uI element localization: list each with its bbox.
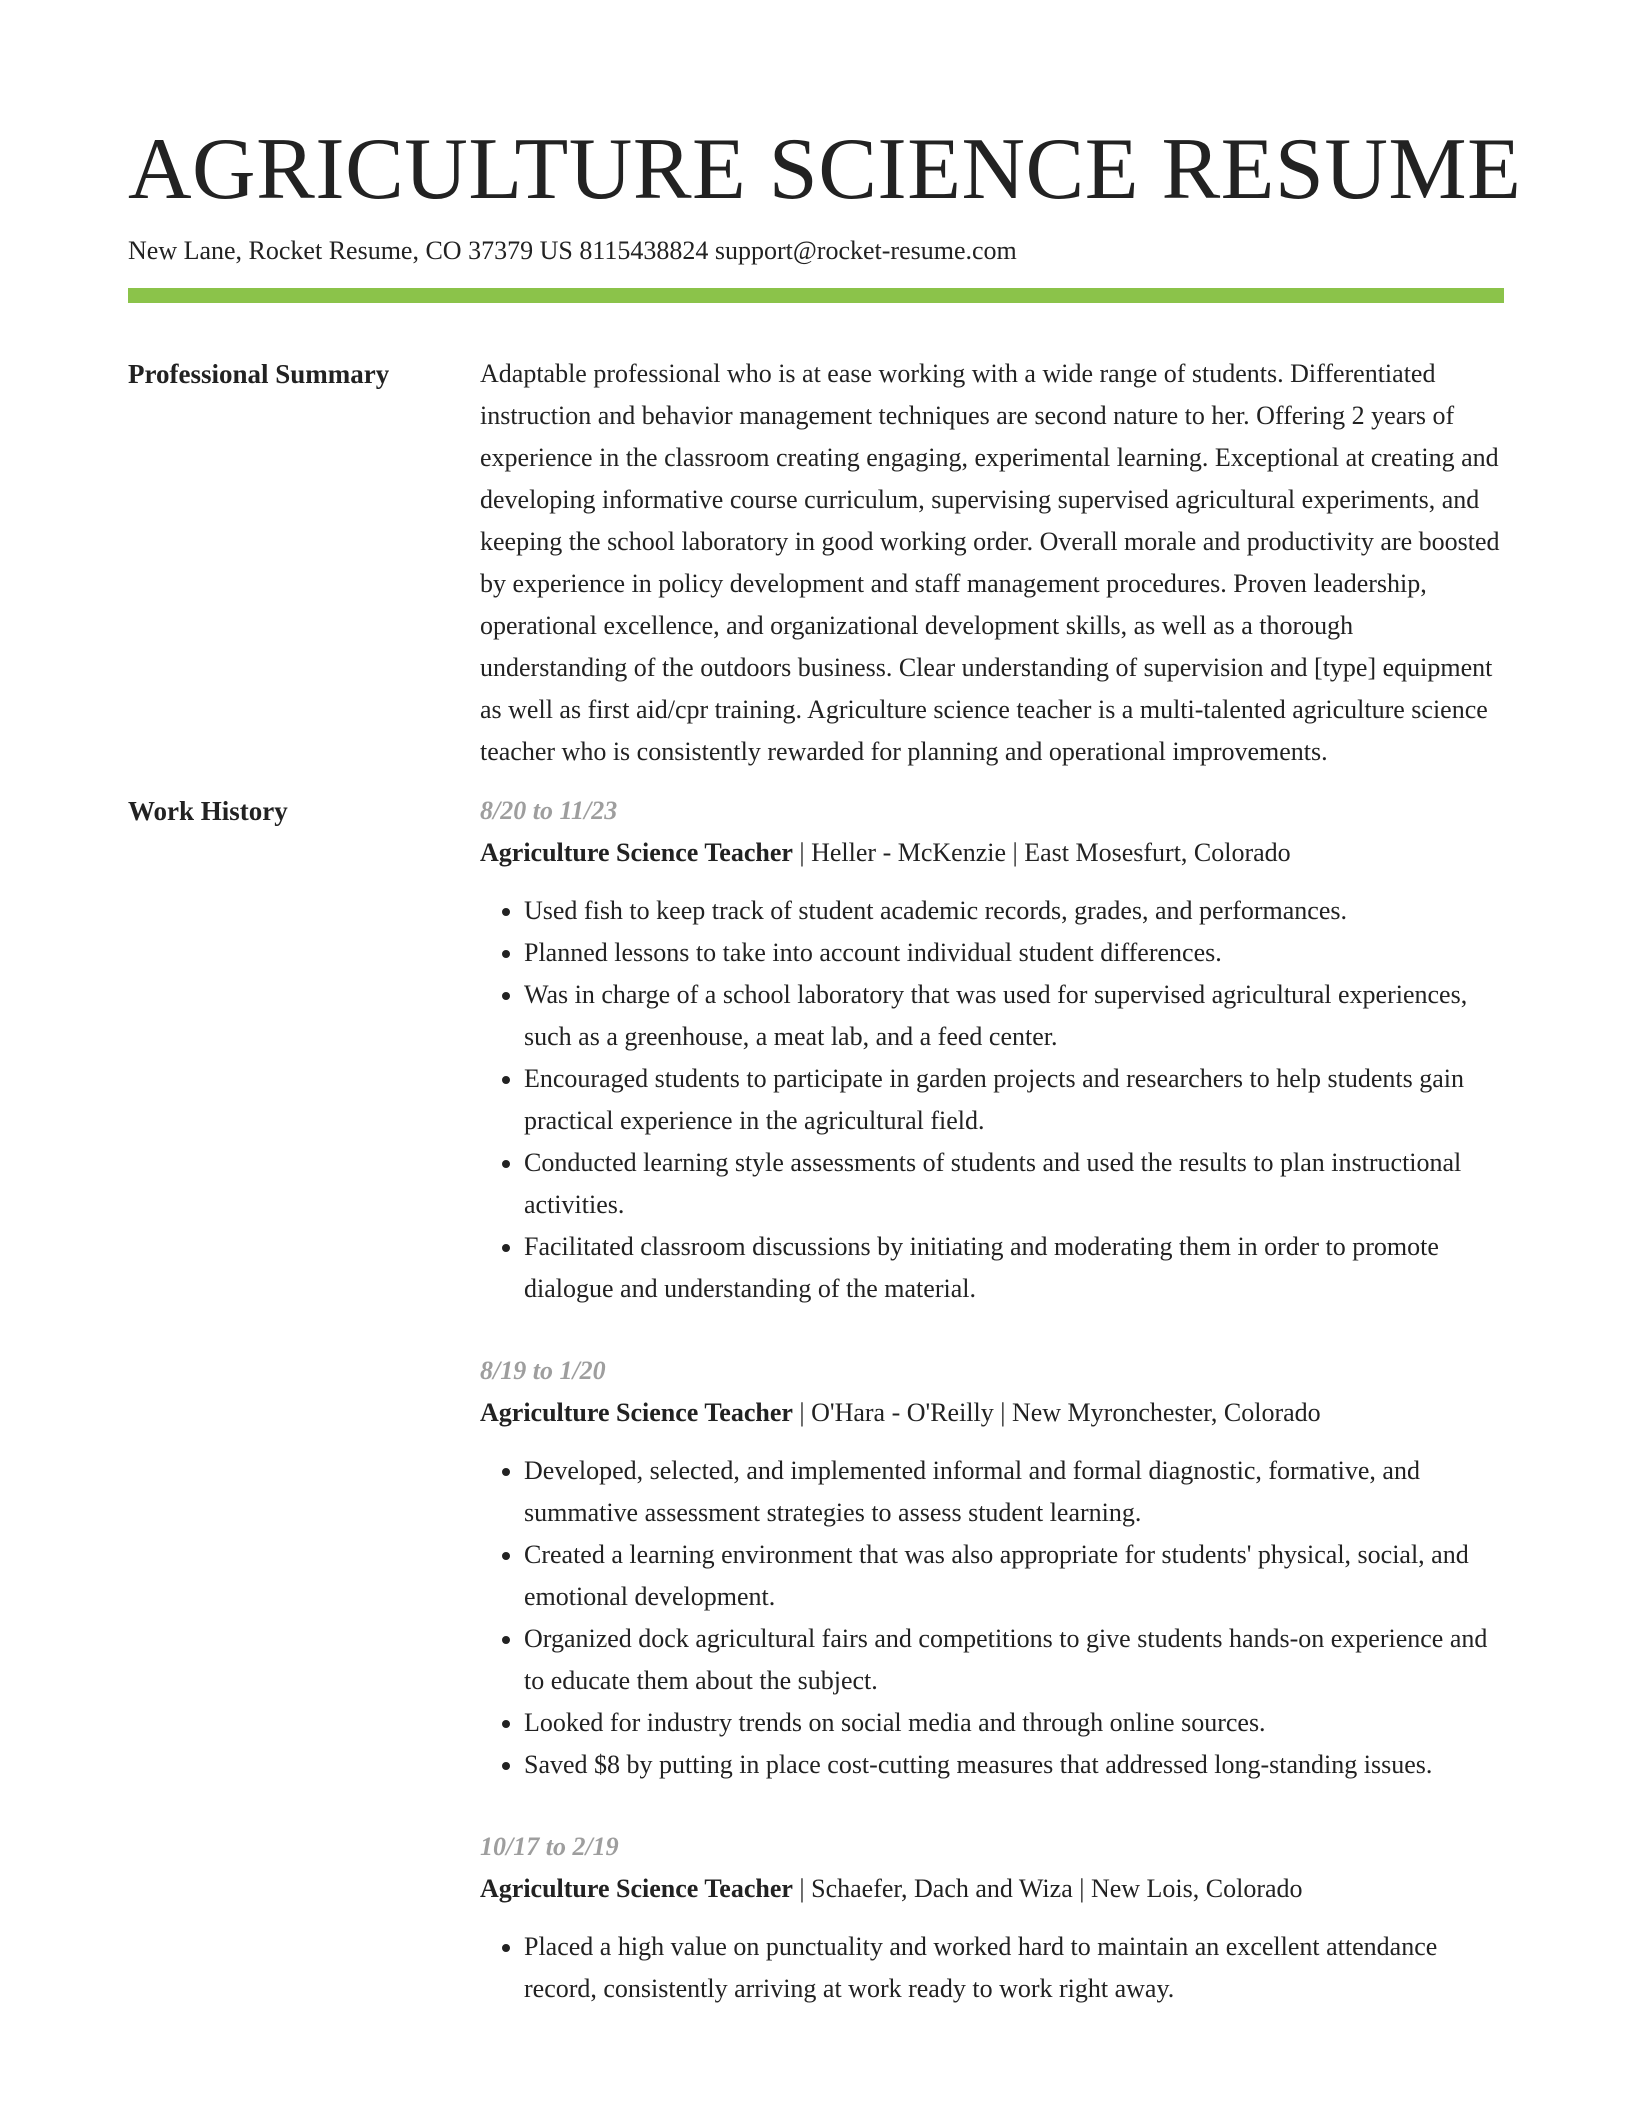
job-entry [480, 1826, 1504, 2010]
summary-text: Adaptable professional who is at ease working with a wide range of students. Differentiated instruction and behavior management techniques are second nature to her. Offering 2 years of experience in the classroom creating engaging, experimental learning. Exceptional at creating and developing informative course curriculum, supervising supervised agricultural experiments, and keeping the school laboratory in good working order. Overall morale and productivity are boosted by experience in policy development and staff management procedures. Proven leadership, operational excellence, and organizational development skills, as well as a thorough understanding of the outdoors business. Clear understanding of supervision and [type] equipment as well as first aid/cpr training. Agriculture science teacher is a multi-talented agriculture science teacher who is consistently rewarded for planning and operational improvements. [480, 359, 1500, 766]
job-bullet: • Planned lessons to take into account individual student differences. [524, 932, 1504, 974]
work-history-section [128, 790, 1504, 2050]
job-bullet: • Created a learning environment that was also appropriate for students' physical, social, and emotional development. [524, 1534, 1504, 1618]
job-details: | O'Hara - O'Reilly | New Myronchester, Colorado [792, 1398, 1321, 1427]
job-bullet: • Developed, selected, and implemented informal and formal diagnostic, formative, and summative assessment strategies to assess student learning. [524, 1450, 1504, 1534]
job-bullet-list [480, 1450, 1504, 1786]
section-label-work-history: Work History [128, 796, 288, 826]
job-bullet: • Encouraged students to participate in garden projects and researchers to help students gain practical experience in the agricultural field. [524, 1058, 1504, 1142]
job-bullet-list [480, 1926, 1504, 2010]
job-heading [480, 1392, 1504, 1434]
job-bullet: • Facilitated classroom discussions by initiating and moderating them in order to promote dialogue and understanding of the material. [524, 1226, 1504, 1310]
resume-page [128, 0, 1522, 2050]
job-bullet: • Looked for industry trends on social media and through online sources. [524, 1702, 1504, 1744]
job-dates: 8/19 to 1/20 [480, 1356, 606, 1385]
job-heading [480, 832, 1504, 874]
job-entry [480, 1350, 1504, 1786]
contact-info: New Lane, Rocket Resume, CO 37379 US 8115438824 support@rocket-resume.com [128, 236, 1017, 265]
accent-divider [128, 288, 1504, 303]
job-bullet: • Organized dock agricultural fairs and competitions to give students hands-on experience and to educate them about the subject. [524, 1618, 1504, 1702]
job-heading [480, 1868, 1504, 1910]
job-bullet: • Conducted learning style assessments of students and used the results to plan instructional activities. [524, 1142, 1504, 1226]
job-entry [480, 790, 1504, 1310]
job-dates: 10/17 to 2/19 [480, 1832, 619, 1861]
job-details: | Schaefer, Dach and Wiza | New Lois, Colorado [792, 1874, 1303, 1903]
job-bullet-list [480, 890, 1504, 1310]
work-history-body [480, 790, 1504, 2050]
job-title: Agriculture Science Teacher [480, 1874, 793, 1903]
job-title: Agriculture Science Teacher [480, 838, 793, 867]
job-bullet: • Placed a high value on punctuality and worked hard to maintain an excellent attendance record, consistently arriving at work ready to work right away. [524, 1926, 1504, 2010]
job-bullet: • Used fish to keep track of student academic records, grades, and performances. [524, 890, 1504, 932]
professional-summary-section [128, 353, 1504, 773]
job-bullet: • Was in charge of a school laboratory that was used for supervised agricultural experiences, such as a greenhouse, a meat lab, and a feed center. [524, 974, 1504, 1058]
section-label-summary: Professional Summary [128, 359, 390, 389]
job-bullet: • Saved $8 by putting in place cost-cutting measures that addressed long-standing issues. [524, 1744, 1504, 1786]
resume-title: AGRICULTURE SCIENCE RESUME [128, 121, 1522, 218]
summary-body [480, 353, 1504, 773]
job-dates: 8/20 to 11/23 [480, 796, 618, 825]
job-title: Agriculture Science Teacher [480, 1398, 793, 1427]
job-details: | Heller - McKenzie | East Mosesfurt, Colorado [792, 838, 1291, 867]
